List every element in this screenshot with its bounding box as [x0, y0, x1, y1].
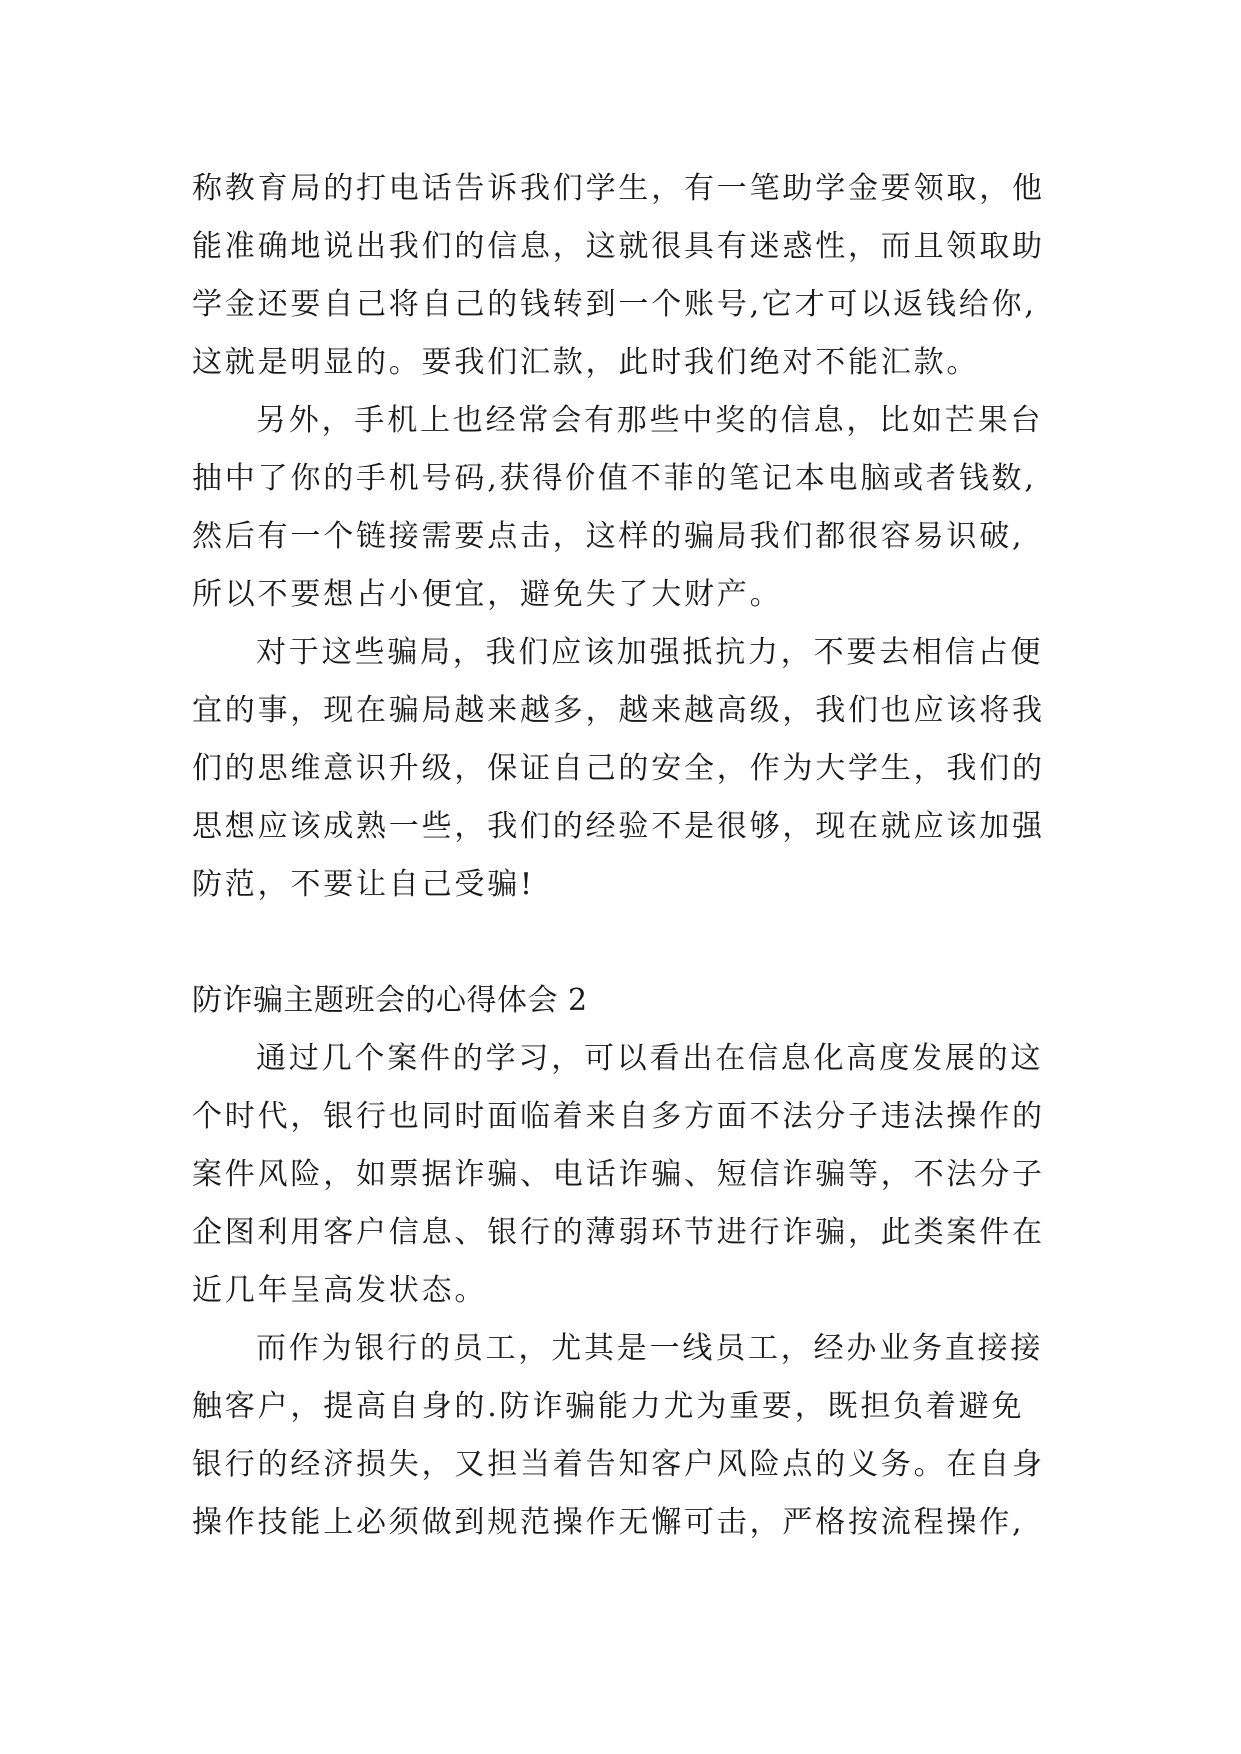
- document-body: [192, 160, 1092, 1552]
- text-line: 防范，不要让自己受骗!: [192, 867, 535, 902]
- paragraph: [192, 624, 1092, 914]
- text-line: 企图利用客户信息、银行的薄弱环节进行诈骗，此类案件在: [192, 1215, 1045, 1250]
- text-line: 通过几个案件的学习，可以看出在信息化高度发展的这: [256, 1041, 1044, 1076]
- text-line: 思想应该成熟一些，我们的经验不是很够，现在就应该加强: [192, 809, 1045, 844]
- text-line: 们的思维意识升级，保证自己的安全，作为大学生，我们的: [192, 751, 1045, 786]
- paragraph: [192, 160, 1092, 392]
- text-line: 操作技能上必须做到规范操作无懈可击，严格按流程操作,: [192, 1505, 1025, 1540]
- blank-line: [192, 914, 1092, 972]
- text-line: 抽中了你的手机号码,获得价值不菲的笔记本电脑或者钱数,: [192, 461, 1037, 496]
- section-heading: 防诈骗主题班会的心得体会 2: [192, 983, 588, 1018]
- text-line: 对于这些骗局，我们应该加强抵抗力，不要去相信占便: [256, 635, 1044, 670]
- text-line: 所以不要想占小便宜，避免失了大财产。: [192, 577, 783, 612]
- text-line: 近几年呈高发状态。: [192, 1273, 488, 1308]
- text-line: 银行的经济损失，又担当着告知客户风险点的义务。在自身: [192, 1447, 1045, 1482]
- text-line: 案件风险，如票据诈骗、电话诈骗、短信诈骗等，不法分子: [192, 1157, 1045, 1192]
- text-line: 然后有一个链接需要点击，这样的骗局我们都很容易识破,: [192, 519, 1025, 554]
- text-line: 触客户，提高自身的.防诈骗能力尤为重要，既担负着避免: [192, 1389, 1025, 1424]
- text-line: 这就是明显的。要我们汇款，此时我们绝对不能汇款。: [192, 345, 980, 380]
- text-line: 另外，手机上也经常会有那些中奖的信息，比如芒果台: [256, 403, 1044, 438]
- text-line: 称教育局的打电话告诉我们学生，有一笔助学金要领取，他: [192, 171, 1045, 206]
- text-line: 学金还要自己将自己的钱转到一个账号,它才可以返钱给你,: [192, 287, 1037, 322]
- text-line: 宜的事，现在骗局越来越多，越来越高级，我们也应该将我: [192, 693, 1045, 728]
- text-line: 个时代，银行也同时面临着来自多方面不法分子违法操作的: [192, 1099, 1045, 1134]
- paragraph: [192, 1320, 1092, 1552]
- paragraph: [192, 392, 1092, 624]
- text-line: 能准确地说出我们的信息，这就很具有迷惑性，而且领取助: [192, 229, 1045, 264]
- paragraph: [192, 1030, 1092, 1320]
- text-line: 而作为银行的员工，尤其是一线员工，经办业务直接接: [256, 1331, 1044, 1366]
